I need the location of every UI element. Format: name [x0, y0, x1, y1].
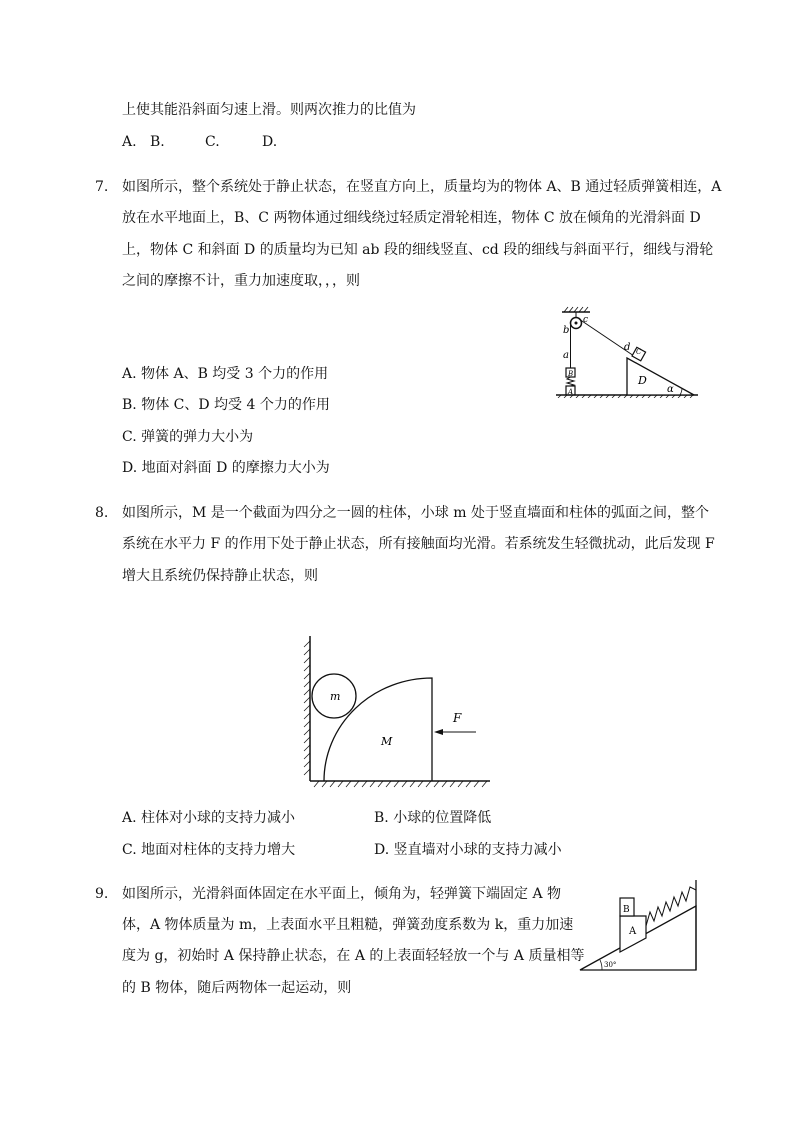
label-b: b: [563, 325, 570, 336]
q7-line-4: 之间的摩擦不计，重力加速度取，，，则: [122, 273, 360, 289]
q7-line-1: 如图所示，整个系统处于静止状态，在竖直方向上，质量均为的物体 A、B 通过轻质弹簧相连，A: [122, 179, 722, 195]
label-d: d: [624, 342, 631, 353]
q7-line-2: 放在水平地面上，B、C 两物体通过细线绕过轻质定滑轮相连，物体 C 放在倾角的光滑斜面 D: [122, 210, 701, 226]
label-block-a: A: [629, 926, 637, 937]
label-m: m: [330, 690, 341, 703]
q8-line-2: 系统在水平力 F 的作用下处于静止状态，所有接触面均光滑。若系统发生轻微扰动，此后发现 F: [122, 536, 715, 552]
q6-option-d: D.: [262, 134, 278, 150]
label-block-c: C: [636, 348, 642, 356]
q8-option-c: C. 地面对柱体的支持力增大: [122, 842, 296, 858]
q7-option-d: D. 地面对斜面 D 的摩擦力大小为: [122, 460, 330, 476]
q7-option-a: A. 物体 A、B 均受 3 个力的作用: [122, 366, 329, 382]
label-M: M: [381, 735, 393, 748]
q8-line-1: 如图所示，M 是一个截面为四分之一圆的柱体，小球 m 处于竖直墙面和柱体的弧面之间，整个: [122, 505, 709, 521]
q7-figure: [552, 306, 702, 398]
q8-line-3: 增大且系统仍保持静止状态，则: [122, 568, 318, 584]
force-arrow-icon: [434, 729, 443, 735]
q7-number: 7.: [95, 179, 109, 195]
q6-option-a: A.: [122, 134, 137, 150]
label-wedge-d: D: [638, 374, 647, 387]
label-block-a: A: [568, 388, 574, 396]
label-angle: 30°: [604, 961, 617, 969]
q8-option-b: B. 小球的位置降低: [374, 810, 492, 826]
q9-line-2: 体，A 物体质量为 m，上表面水平且粗糙，弹簧劲度系数为 k，重力加速: [122, 917, 574, 933]
q7-option-c: C. 弹簧的弹力大小为: [122, 429, 254, 445]
label-c: c: [583, 315, 589, 325]
q9-number: 9.: [95, 886, 109, 902]
q6-option-c: C.: [205, 134, 220, 150]
q8-option-a: A. 柱体对小球的支持力减小: [122, 810, 296, 826]
q8-figure: [298, 636, 494, 792]
label-block-b: B: [623, 905, 630, 915]
q9-line-3: 度为 g，初始时 A 保持静止状态，在 A 的上表面轻轻放一个与 A 质量相等: [122, 948, 585, 964]
label-a: a: [563, 350, 569, 361]
label-F: F: [453, 711, 462, 725]
q8-option-d: D. 竖直墙对小球的支持力减小: [374, 842, 562, 858]
q6-tail-text: 上使其能沿斜面匀速上滑。则两次推力的比值为: [122, 102, 416, 118]
label-alpha: α: [667, 384, 674, 395]
q9-figure: [576, 876, 702, 974]
q8-number: 8.: [95, 505, 109, 521]
q9-line-4: 的 B 物体，随后两物体一起运动，则: [122, 980, 352, 996]
spring-icon: [567, 377, 574, 386]
q9-line-1: 如图所示，光滑斜面体固定在水平面上，倾角为，轻弹簧下端固定 A 物: [122, 886, 562, 902]
q6-option-b: B.: [150, 134, 165, 150]
q7-option-b: B. 物体 C、D 均受 4 个力的作用: [122, 397, 330, 413]
q7-line-3: 上，物体 C 和斜面 D 的质量均为已知 ab 段的细线竖直、cd 段的细线与斜面平行，细线与滑轮: [122, 242, 714, 258]
label-block-b: B: [568, 370, 574, 378]
